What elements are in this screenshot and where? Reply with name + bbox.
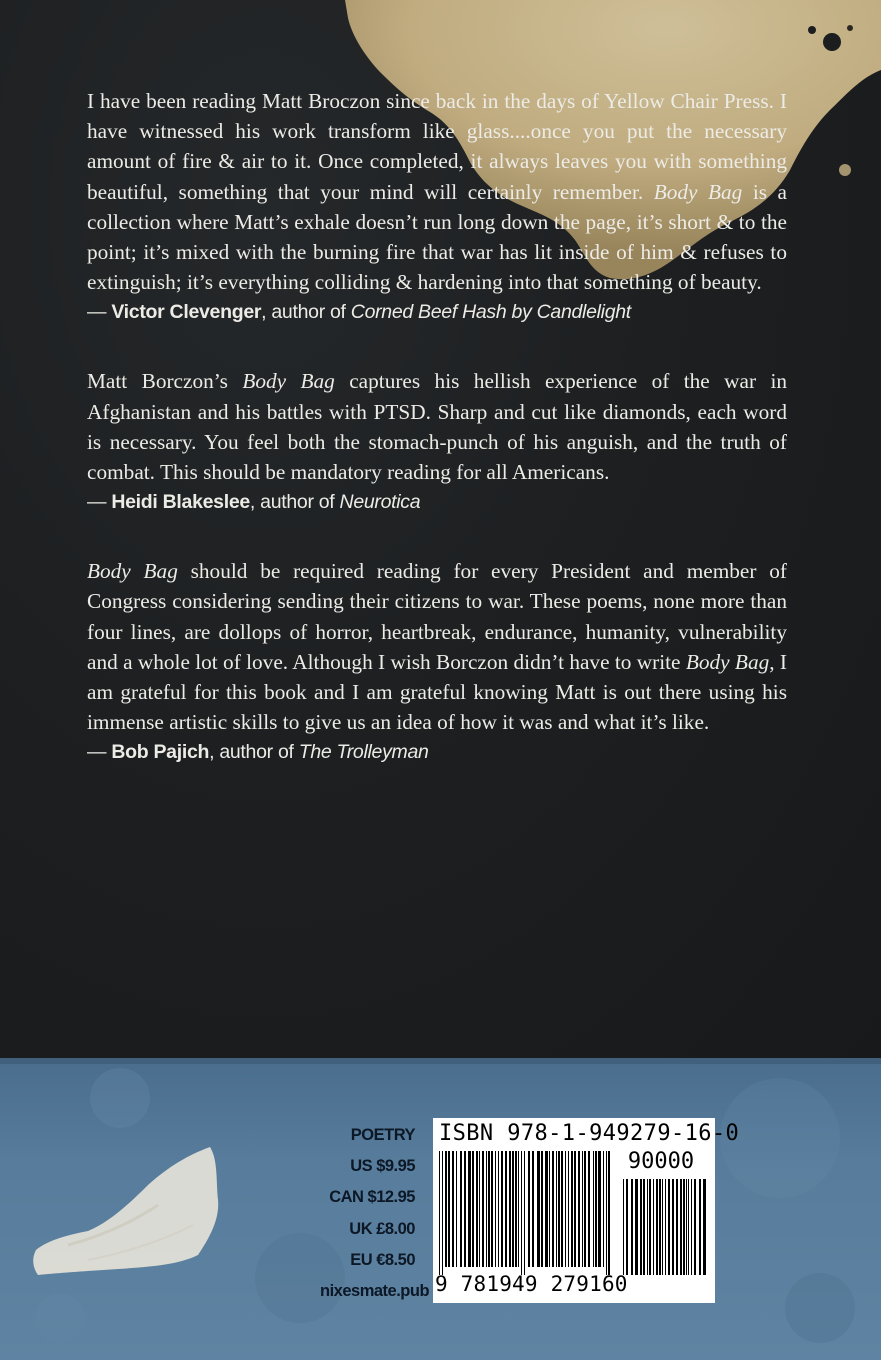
attribution-dash: —	[87, 741, 107, 764]
attribution-author-of: , author of	[261, 301, 351, 324]
price-uk: UK £8.00	[349, 1219, 415, 1238]
blurb-victor-clevenger	[87, 86, 787, 327]
blurb-attribution	[87, 737, 787, 767]
attribution-work: The Trolleyman	[298, 741, 429, 764]
attribution-author: Heidi Blakeslee	[111, 491, 250, 514]
attribution-dash: —	[87, 301, 107, 324]
attribution-author: Bob Pajich	[111, 741, 210, 764]
book-title-inline: Body Bag	[653, 179, 743, 204]
blurb-text-segment: should be required reading for every President and member of Congress considering sending their citizens to war. These poems, none more than four lines, are dollops of horror, heartbreak, endurance, humanity, vulnerability and a whole lot of love. Although I wish Borczon didn’t have to write	[87, 559, 787, 674]
blurb-text-segment: , I am grateful for this book and I am grateful knowing Matt is out there using his immense artistic skills to give us an idea of how it was and what it’s like.	[87, 649, 787, 735]
blurb-text	[87, 556, 787, 737]
attribution-dash: —	[87, 491, 107, 514]
blurb-heidi-blakeslee	[87, 366, 787, 517]
book-title-inline: Body Bag	[685, 649, 770, 674]
blurb-text-segment: is a collection where Matt’s exhale doesn’t run long down the page, it’s short & to the point; it’s mixed with the burning fire that war has lit inside of him & refuses to extinguish; it’s everything colliding & hardening into that something of beauty.	[87, 179, 787, 295]
barcode-addon-digits: 90000	[613, 1148, 709, 1176]
price-can: CAN $12.95	[329, 1188, 415, 1207]
price-us: US $9.95	[350, 1157, 415, 1176]
barcode-ean-digits: 9 781949 279160	[435, 1272, 628, 1296]
blurb-text-segment: Matt Borczon’s	[87, 369, 243, 394]
blurb-text	[87, 86, 787, 297]
paper-shard-decoration	[28, 1145, 228, 1280]
attribution-author-of: , author of	[249, 491, 340, 514]
blurb-text-segment: captures his hellish experience of the war in Afghanistan and his battles with PTSD. Sharp and cut like diamonds, each word is necessary. You feel both the stomach-punch of his anguish, and the truth of combat. This should be mandatory reading for all Americans.	[87, 369, 788, 485]
isbn-label: ISBN 978-1-949279-16-0	[439, 1121, 740, 1146]
blurb-bob-pajich	[87, 556, 787, 767]
blurb-text	[87, 366, 787, 487]
attribution-author-of: , author of	[209, 741, 299, 764]
attribution-work: Corned Beef Hash by Candlelight	[350, 301, 631, 324]
attribution-work: Neurotica	[339, 491, 421, 514]
blurbs-section	[87, 86, 787, 806]
price-list	[320, 1120, 430, 1307]
price-eu: EU €8.50	[350, 1250, 415, 1269]
blurb-text-segment: I have been reading Matt Broczon since back in the days of Yellow Chair Press. I have witnessed his work transform like glass....once you put the necessary amount of fire & air to it. Once completed, it always leaves you with something beautiful, something that your mind will certainly remember.	[87, 89, 787, 204]
blurb-attribution	[87, 487, 787, 517]
book-title-inline: Body Bag	[242, 369, 335, 394]
attribution-author: Victor Clevenger	[111, 301, 262, 324]
isbn-barcode	[433, 1118, 740, 1303]
genre-label: POETRY	[350, 1126, 415, 1144]
blurb-attribution	[87, 297, 787, 327]
publisher-website: nixesmate.pub	[320, 1282, 430, 1301]
book-title-inline: Body Bag	[87, 559, 178, 584]
